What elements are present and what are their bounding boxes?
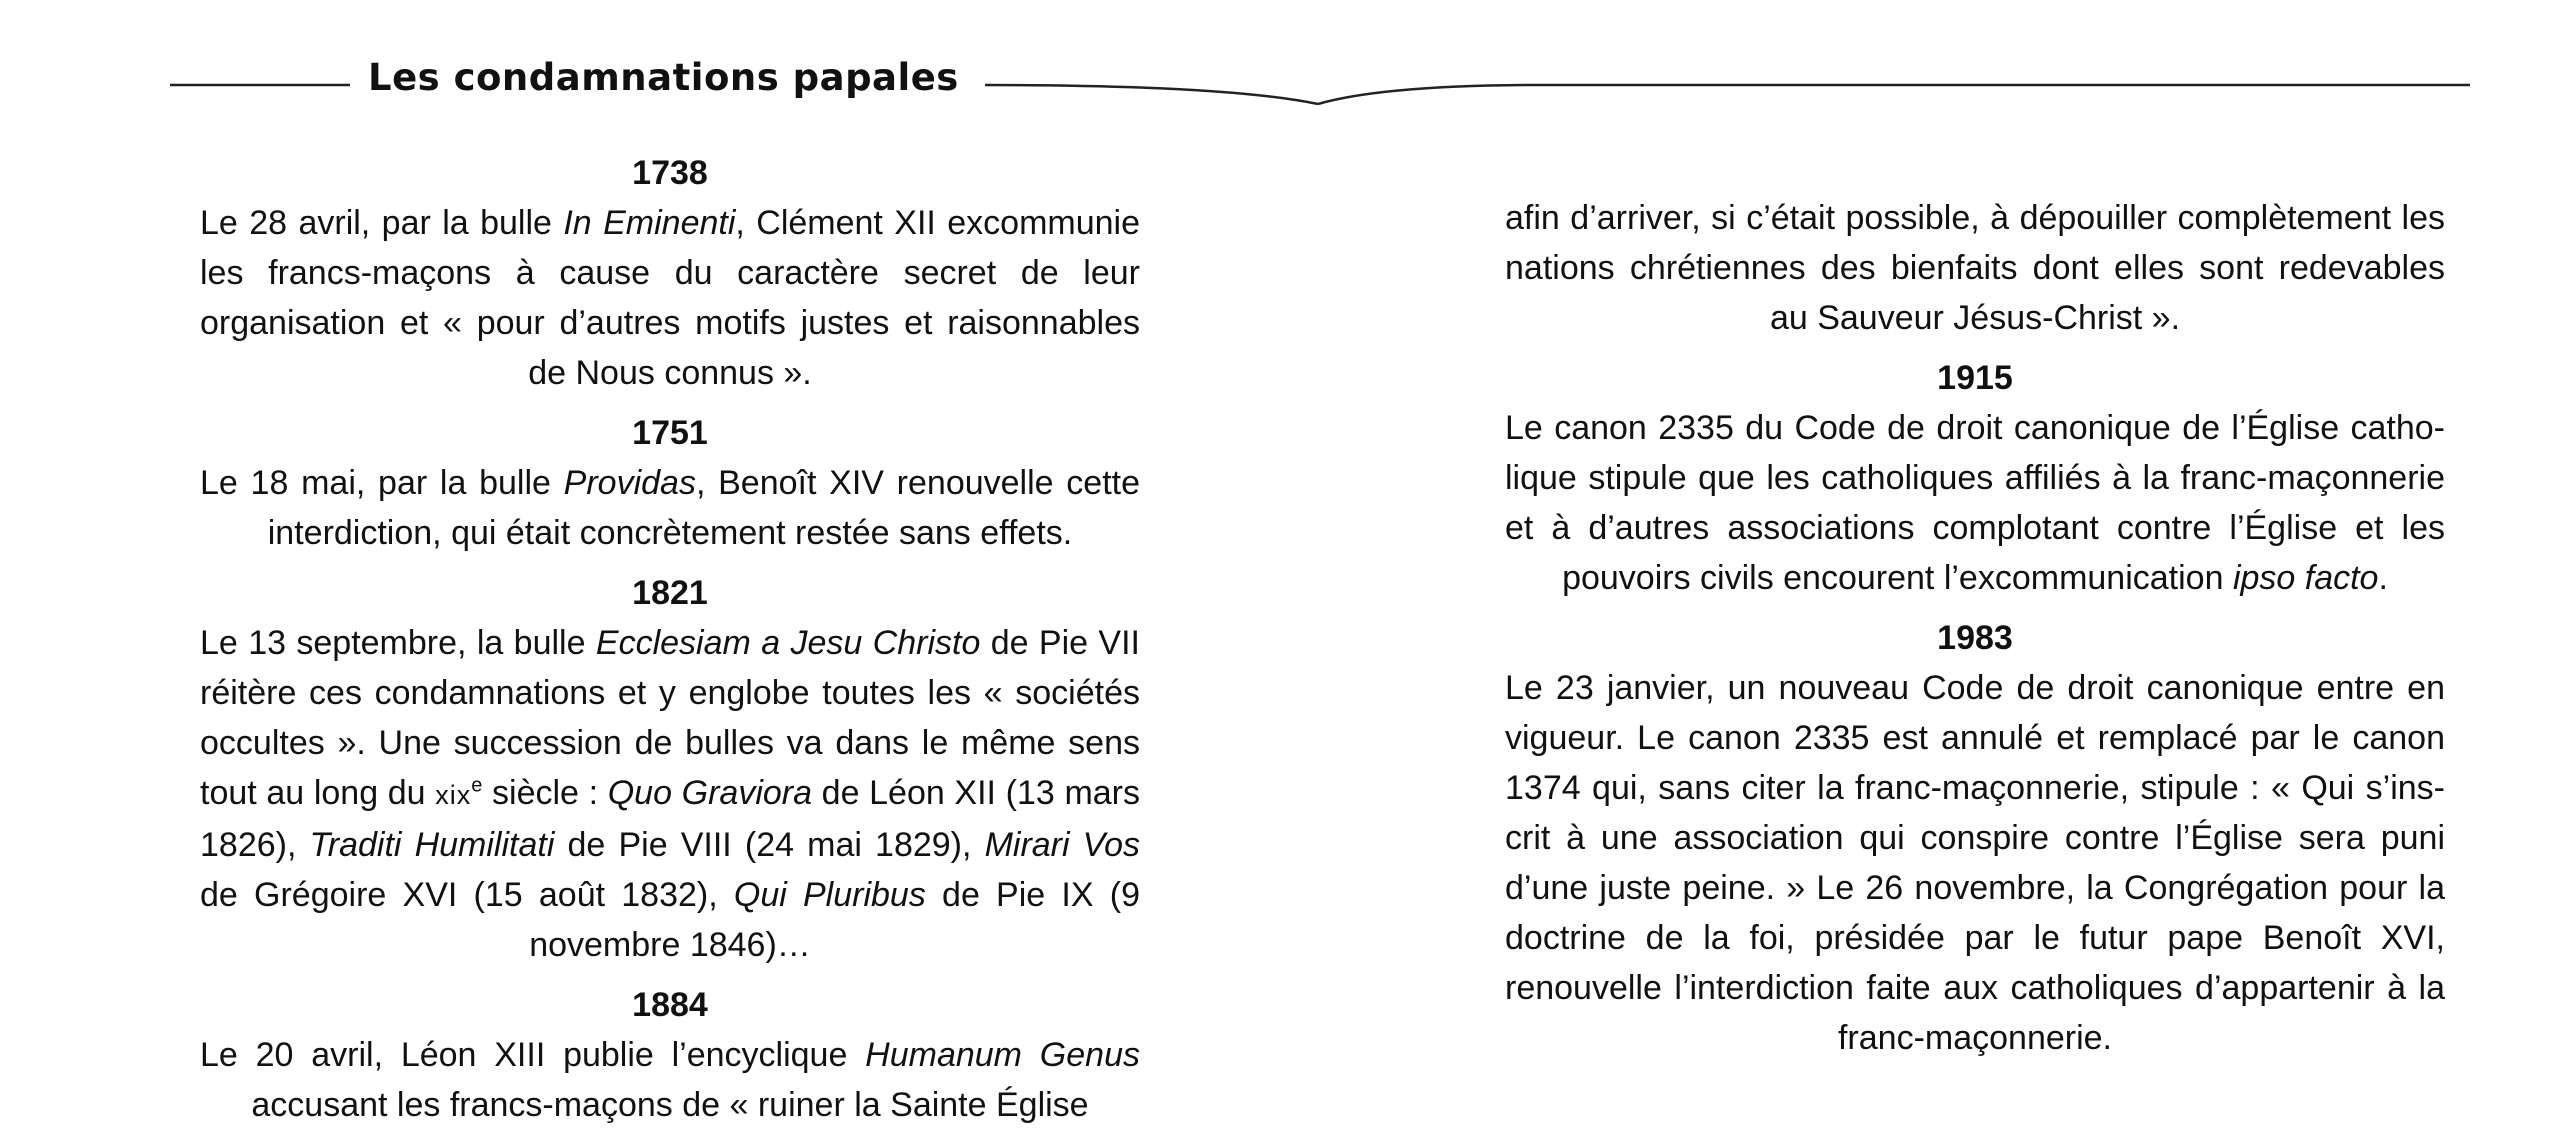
superscript: e — [471, 774, 483, 797]
entry-year: 1821 — [632, 574, 708, 612]
continuation-paragraph: afin d’arriver, si c’était possible, à dépouiller complètement les nations chrétiennes des bienfaits dont elles sont redevables au Sauveur Jésus-Christ ». — [1505, 199, 2445, 337]
paragraph-text: siècle : — [482, 774, 608, 812]
paragraph-text: Le canon 2335 du Code de droit canonique de l’Église catholique stipule que les catholiques affiliés à la franc-maçonnerie et à d’autres associations complotant contre l’Église et les pouvoirs civils encourent l’excommunication — [1505, 409, 2445, 597]
italic-title: Providas — [563, 464, 696, 502]
right-entries — [1505, 353, 2445, 1063]
paragraph-text: , Benoît XIV renouvelle cette interdiction, qui était concrètement restée sans effets. — [267, 464, 1140, 552]
paragraph-text: de Pie IX (9 novembre 1846)… — [529, 876, 1140, 964]
italic-title: In Eminenti — [563, 204, 736, 242]
italic-title: Quo Graviora — [607, 774, 813, 812]
entry-paragraph — [200, 458, 1140, 558]
paragraph-text: Le 20 avril, Léon XIII publie l’encyclique — [200, 1036, 866, 1074]
entry-paragraph — [1505, 403, 2445, 603]
italic-title: Mirari Vos — [984, 826, 1140, 864]
entry-year: 1915 — [1937, 359, 2013, 397]
paragraph-text: de Pie VIII (24 mai 1829), — [554, 826, 985, 864]
right-column — [1505, 193, 2445, 1063]
paragraph-text: , Clément XII excommunie les francs-maçons à cause du caractère secret de leur organisation et « pour d’autres motifs justes et raisonnables de Nous connus ». — [200, 204, 1141, 392]
entry-year: 1983 — [1937, 619, 2013, 657]
entry-paragraph — [1505, 663, 2445, 1063]
paragraph-text: de Grégoire XVI (15 août 1832), — [200, 876, 734, 914]
small-caps-text: xix — [435, 780, 472, 810]
entry-year: 1751 — [632, 414, 708, 452]
paragraph-text: Le 28 avril, par la bulle — [200, 204, 564, 242]
paragraph-text: de Léon XII (13 mars 1826), — [200, 774, 1141, 864]
paragraph-text: Le 13 septembre, la bulle — [200, 624, 596, 662]
entry-paragraph — [200, 1030, 1140, 1130]
paragraph-text: accusant les francs-maçons de « ruiner la Sainte Église — [251, 1086, 1089, 1124]
entry-paragraph — [200, 618, 1140, 970]
left-column — [200, 148, 1140, 1130]
paragraph-text: Le 23 janvier, un nouveau Code de droit canonique entre en vigueur. Le canon 2335 est annulé et remplacé par le canon 1374 qui, sans citer la franc-maçonnerie, stipule : « Qui s’inscrit à une association qui conspire contre l’Église sera puni d’une juste peine. » Le 26 novembre, la Congrégation pour la doctrine de la foi, présidée par le futur pape Benoît XVI, renouvelle l’interdiction faite aux catholiques d’appartenir à la franc-maçonnerie. — [1505, 669, 2445, 1057]
entry-year: 1884 — [632, 986, 708, 1024]
italic-title: ipso facto — [2232, 559, 2379, 597]
entry-paragraph — [200, 198, 1140, 398]
italic-title: Humanum Genus — [865, 1036, 1140, 1074]
italic-title: Ecclesiam a Jesu Christo — [595, 624, 981, 662]
paragraph-text: de Pie VII réitère ces condamnations et y englobe toutes les « sociétés occultes ». Une succession de bulles va dans le même sens tout au long du — [200, 624, 1141, 812]
section-header — [0, 0, 2570, 120]
paragraph-text: . — [2378, 559, 2388, 597]
italic-title: Qui Pluribus — [733, 876, 926, 914]
italic-title: Traditi Humilitati — [309, 826, 555, 864]
section-title: Les condamnations papales — [368, 56, 959, 99]
paragraph-text: Le 18 mai, par la bulle — [200, 464, 564, 502]
entry-year: 1738 — [632, 154, 708, 192]
